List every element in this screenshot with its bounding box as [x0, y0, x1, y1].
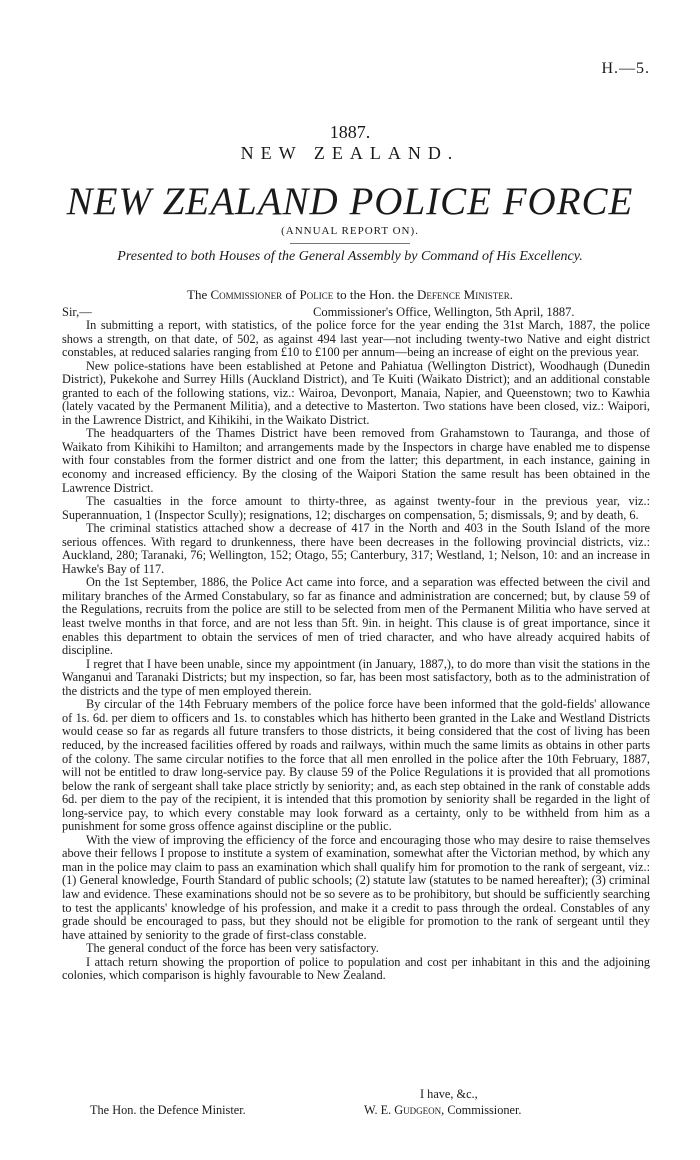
paragraph-strength: In submitting a report, with statistics, of the police force for the year ending the 31st March, 1887, the police shows a strength, on that date, of 502, as against 494 last year—not including twenty-two Native and eight district constables, at reduced salaries ranging from £10 to £100 per annum—being an increase of eight on the previous year. [62, 318, 650, 360]
addressee-to: Defence Minister [417, 287, 510, 302]
recipient-line: The Hon. the Defence Minister. [90, 1103, 246, 1117]
presented-line: Presented to both Houses of the General Assembly by Command of His Excellency. [117, 249, 583, 264]
paragraph-inspection: I regret that I have been unable, since my appointment (in January, 1887,), to do more than visit the stations in the Wanganui and Taranaki Districts; but my inspection, so far, has been most satisfactory, both as to the administration of the districts and the type of men employed therein. [62, 656, 650, 698]
paragraph-circular: By circular of the 14th February members of the police force have been informed that the gold-fields' allowance of 1s. 6d. per diem to officers and 1s. to constables which has hitherto been granted in the Lake and Westland Districts would cease so far as regards all future transfers to those districts, it being considered that the cost of living has been reduced, by the increased facilities offered by roads and railways, within much the same limits as obtains in other parts of the colony. The same circular notifies to the force that all men enrolled in the police after the 10th February, 1887, will not be entitled to draw long-service pay. By clause 59 of the Police Regulations it is provided that all promotions below the rank of sergeant shall take place strictly by seniority; and, as each step obtained in the rank of constable adds 6d. per diem to the pay of the recipient, it is intended that this promotion by seniority shall be regarded in the light of long-service pay, to which every constable may look forward as a certainty, only to be withheld from him as a punishment for some gross offence against discipline or the public. [62, 697, 650, 834]
paragraph-casualties: The casualties in the force amount to thirty-three, as against twenty-four in the previous year, viz.: Superannuation, 1 (Inspector Scully); resignations, 12; discharges on compensation, 5; dismissals, 9; and by death, 6. [62, 494, 650, 522]
paragraph-police-act: On the 1st September, 1886, the Police Act came into force, and a separation was effected between the civil and military branches of the Armed Constabulary, so far as finance and administration are concerned; but, by clause 59 of the Regulations, recruits from the police are still to be selected from men of the Permanent Militia who have served at least twelve months in that force, and are not less than 5ft. 9in. in height. This clause is of great importance, since it enables this department to obtain the services of men of tried character, and who have already acquired habits of discipline. [62, 575, 650, 658]
addressee-prefix: The [187, 287, 211, 302]
paragraph-examination: With the view of improving the efficiency of the force and encouraging those who may desire to raise themselves above their fellows I propose to institute a system of examination, somewhat after the Victorian method, by which any man in the police may claim to pass an examination which shall qualify him for promotion to the rank of sergeant, viz.: (1) General knowledge, Fourth Standard of public schools; (2) statute law (statutes to be named hereafter); (3) criminal law and evidence. These examinations should not be so severe as to be prohibitory, but should be sufficiently searching to test the applicants' knowledge of his profession, and make it a credit to pass through the ordeal. Constables of any grade should be encouraged to pass, but they should not be eligible for promotion to the rank of sergeant until they have attained by seniority to the grade of first-class constable. [62, 832, 650, 942]
paragraph-headquarters: The headquarters of the Thames District have been removed from Grahamstown to Tauranga, and those of Waikato from Kihikihi to Hamilton; and arrangements made by the Inspectors in charge have enabled me to dispense with four constables from the former district and one from the latter; this department, in each instance, gaining in economy and increased efficiency. By the closing of the Waipori Station the same result has been obtained in the Lawrence District. [62, 426, 650, 495]
addressee-police: Police [299, 287, 334, 302]
country-heading: NEW ZEALAND. [240, 143, 460, 163]
title-divider [290, 243, 410, 244]
signature-line [364, 1103, 521, 1118]
paragraph-conduct: The general conduct of the force has been very satisfactory. [86, 941, 379, 956]
paragraph-new-stations: New police-stations have been established at Petone and Pahiatua (Wellington District), Woodhaugh (Dunedin District), Pukekohe and Surrey Hills (Auckland District), and Te Kuiti (Waikato District); and an additional constable granted to each of the following stations, viz.: Wairoa, Devonport, Manaia, Napier, and Queenstown; two to Kawhia (lately vacated by the Permanent Militia), and a detective to Masterton. Two stations have been closed, viz.: Waipori, in the Lawrence District, and Kihikihi, in the Waikato District. [62, 358, 650, 427]
report-subtitle: (ANNUAL REPORT ON). [281, 225, 419, 237]
letter-addressee [0, 287, 700, 303]
report-title: NEW ZEALAND POLICE FORCE [66, 180, 634, 223]
addressee-end: . [509, 287, 513, 302]
closing-line: I have, &c., [420, 1087, 478, 1101]
addressee-mid: to the Hon. the [333, 287, 418, 302]
paragraph-return: I attach return showing the proportion of police to population and cost per inhabitant in this and the adjoining colonies, which comparison is highly favourable to New Zealand. [62, 954, 650, 983]
salutation: Sir,— [62, 305, 92, 319]
paragraph-criminal-statistics: The criminal statistics attached show a decrease of 417 in the North and 403 in the South Island of the more serious offences. With regard to drunkenness, there have been decreases in the following provincial districts, viz.: Auckland, 280; Taranaki, 76; Wellington, 152; Otago, 55; Canterbury, 317; Westland, 1; Nelson, 10: and an increase in Hawke's Bay of 117. [62, 521, 650, 576]
dateline: Commissioner's Office, Wellington, 5th April, 1887. [313, 305, 575, 319]
addressee-from: Commissioner [210, 287, 283, 302]
addressee-of: of [282, 287, 300, 302]
report-year: 1887. [329, 122, 371, 142]
document-reference: H.—5. [601, 60, 650, 77]
signature-title: , Commissioner. [441, 1103, 522, 1117]
signature-name: W. E. Gudgeon [364, 1103, 442, 1117]
letter-body [62, 319, 650, 983]
